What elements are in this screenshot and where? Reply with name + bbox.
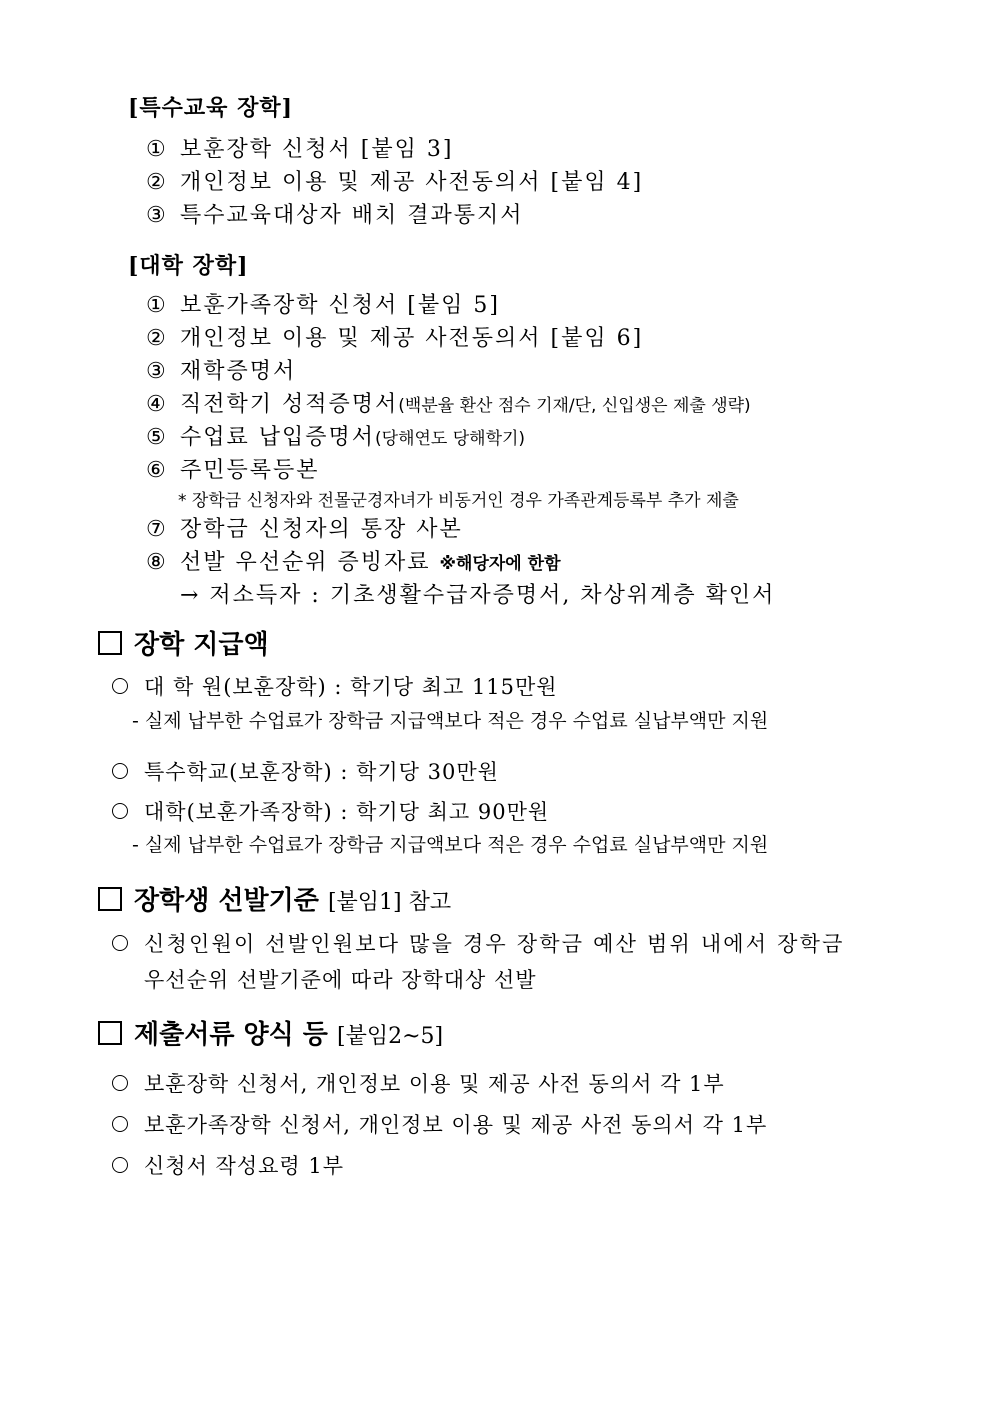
university-item-2 [146, 321, 643, 352]
forms-section-title [98, 1014, 443, 1051]
payment-section-title [98, 624, 269, 661]
item-note: (백분율 환산 점수 기재/단, 신입생은 제출 생략) [398, 396, 751, 416]
university-item-3 [146, 354, 296, 385]
forms-bullet-1 [112, 1068, 725, 1098]
bullet-text: 대 학 원(보훈장학) : 학기당 최고 115만원 [144, 675, 558, 699]
university-item-7 [146, 512, 463, 543]
circle-bullet-icon [112, 763, 128, 779]
section-title-text: 장학 지급액 [134, 630, 269, 660]
item-text: 보훈장학 신청서 [붙임 3] [180, 137, 454, 162]
item-number: ② [146, 170, 168, 195]
payment-bullet-1 [112, 671, 558, 701]
section-title-text: 제출서류 양식 등 [134, 1020, 328, 1050]
checkbox-square-icon [98, 1021, 122, 1045]
bullet-text: 대학(보훈가족장학) : 학기당 최고 90만원 [144, 800, 550, 824]
special-ed-item-3 [146, 198, 524, 229]
item-number: ⑤ [146, 425, 168, 450]
item-text: 장학금 신청자의 통장 사본 [180, 517, 463, 542]
university-item-5 [146, 420, 525, 451]
bullet-text: 신청서 작성요령 1부 [144, 1154, 344, 1178]
university-heading: [대학 장학] [128, 253, 249, 279]
item-text: 수업료 납입증명서 [180, 425, 376, 450]
forms-bullet-2 [112, 1109, 767, 1139]
selection-bullet-continued: 우선순위 선발기준에 따라 장학대상 선발 [144, 968, 537, 992]
forms-bullet-3 [112, 1150, 344, 1180]
item-number: ⑧ [146, 550, 168, 575]
bullet-text: 특수학교(보훈장학) : 학기당 30만원 [144, 760, 499, 784]
item-number: ② [146, 326, 168, 351]
checkbox-square-icon [98, 887, 122, 911]
item-number: ① [146, 293, 168, 318]
resident-note: * 장학금 신청자와 전몰군경자녀가 비동거인 경우 가족관계등록부 추가 제출 [178, 491, 739, 511]
item-number: ① [146, 137, 168, 162]
item-text: 개인정보 이용 및 제공 사전동의서 [붙임 4] [180, 170, 644, 195]
university-item-8 [146, 545, 561, 576]
item-text: 보훈가족장학 신청서 [붙임 5] [180, 293, 500, 318]
item-note: ※해당자에 한함 [439, 554, 561, 574]
payment-bullet-3 [112, 796, 549, 826]
item-text: 특수교육대상자 배치 결과통지서 [180, 203, 524, 228]
circle-bullet-icon [112, 1157, 128, 1173]
item-number: ④ [146, 392, 168, 417]
item-number: ⑦ [146, 517, 168, 542]
item-text: 재학증명서 [180, 359, 297, 384]
bullet-text: 보훈장학 신청서, 개인정보 이용 및 제공 사전 동의서 각 1부 [144, 1072, 725, 1096]
item-number: ③ [146, 359, 168, 384]
priority-note: → 저소득자 : 기초생활수급자증명서, 차상위계층 확인서 [180, 583, 776, 608]
section-ref: [붙임1] 참고 [327, 890, 452, 915]
circle-bullet-icon [112, 678, 128, 694]
section-title-text: 장학생 선발기준 [134, 886, 319, 916]
item-note: (당해연도 당해학기) [375, 429, 526, 449]
item-number: ③ [146, 203, 168, 228]
circle-bullet-icon [112, 935, 128, 951]
bullet-text: 보훈가족장학 신청서, 개인정보 이용 및 제공 사전 동의서 각 1부 [144, 1113, 768, 1137]
payment-bullet-1-sub: - 실제 납부한 수업료가 장학금 지급액보다 적은 경우 수업료 실납부액만 지원 [132, 710, 769, 732]
special-ed-item-1 [146, 132, 453, 163]
university-item-4 [146, 387, 751, 418]
special-ed-item-2 [146, 165, 643, 196]
selection-section-title [98, 880, 451, 917]
item-text: 직전학기 성적증명서 [180, 392, 399, 417]
item-number: ⑥ [146, 458, 168, 483]
payment-bullet-2 [112, 756, 499, 786]
university-item-1 [146, 288, 500, 319]
section-ref: [붙임2~5] [336, 1024, 444, 1049]
item-text: 선발 우선순위 증빙자료 [180, 550, 431, 575]
special-ed-heading: [특수교육 장학] [128, 95, 293, 121]
checkbox-square-icon [98, 631, 122, 655]
bullet-text: 신청인원이 선발인원보다 많을 경우 장학금 예산 범위 내에서 장학금 [144, 932, 845, 956]
payment-bullet-3-sub: - 실제 납부한 수업료가 장학금 지급액보다 적은 경우 수업료 실납부액만 지원 [132, 834, 769, 856]
item-text: 개인정보 이용 및 제공 사전동의서 [붙임 6] [180, 326, 644, 351]
item-text: 주민등록등본 [180, 458, 320, 483]
circle-bullet-icon [112, 803, 128, 819]
university-item-6 [146, 453, 320, 484]
selection-bullet [112, 928, 845, 958]
circle-bullet-icon [112, 1075, 128, 1091]
circle-bullet-icon [112, 1116, 128, 1132]
